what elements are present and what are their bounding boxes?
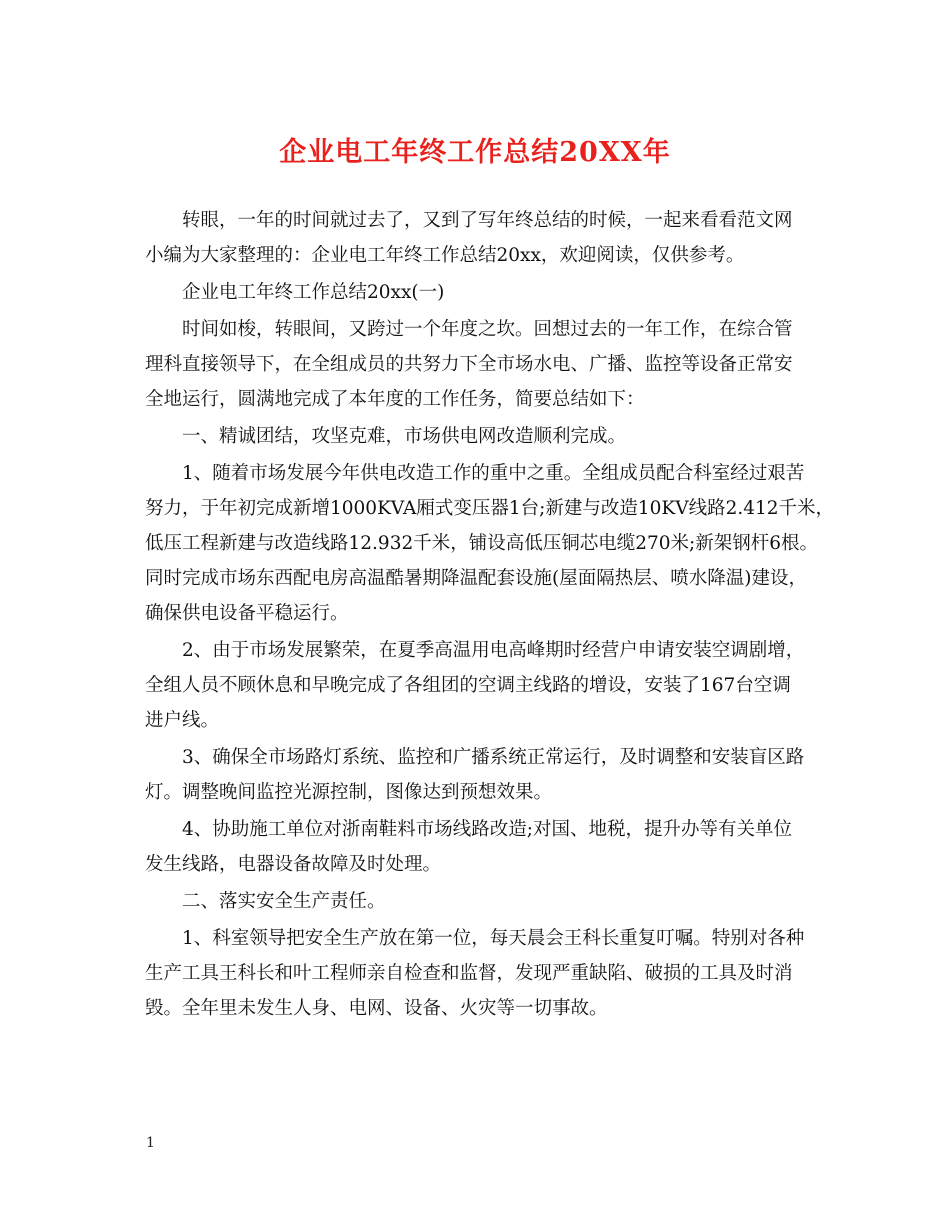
text-line: 努力，于年初完成新增1000KVA厢式变压器1台;新建与改造10KV线路2.412千米， [145, 498, 835, 519]
document-body [145, 203, 835, 1028]
paragraph [145, 203, 805, 273]
text-line: 时间如梭，转眼间，又跨过一个年度之坎。回想过去的一年工作，在综合管 [182, 319, 793, 340]
text-line: 灯。调整晚间监控光源控制，图像达到预想效果。 [145, 782, 553, 803]
text-line: 小编为大家整理的：企业电工年终工作总结20xx，欢迎阅读，仅供参考。 [145, 245, 745, 266]
paragraph [145, 740, 805, 810]
document-title: 企业电工年终工作总结20XX年 [279, 137, 671, 168]
text-line: 毁。全年里未发生人身、电网、设备、火灾等一切事故。 [145, 998, 608, 1019]
text-line: 一、精诚团结，攻坚克难，市场供电网改造顺利完成。 [182, 426, 627, 447]
text-line: 低压工程新建与改造线路12.932千米，铺设高低压铜芯电缆270米;新架钢杆6根。 [145, 533, 819, 554]
paragraph [145, 633, 805, 738]
text-line: 4、协助施工单位对浙南鞋料市场线路改造;对国、地税，提升办等有关单位 [182, 819, 793, 840]
text-line: 二、落实安全生产责任。 [182, 891, 386, 912]
paragraph [145, 812, 805, 882]
text-line: 生产工具王科长和叶工程师亲自检查和监督，发现严重缺陷、破损的工具及时消 [145, 963, 793, 984]
paragraph [145, 312, 805, 417]
page-number: 1 [146, 1135, 155, 1151]
text-line: 3、确保全市场路灯系统、监控和广播系统正常运行，及时调整和安装盲区路 [182, 747, 805, 768]
text-line: 全地运行，圆满地完成了本年度的工作任务，简要总结如下： [145, 389, 645, 410]
paragraph [145, 456, 835, 631]
text-line: 2、由于市场发展繁荣，在夏季高温用电高峰期时经营户申请安装空调剧增， [182, 640, 805, 661]
text-line: 发生线路，电器设备故障及时处理。 [145, 854, 442, 875]
paragraph [145, 419, 805, 454]
text-line: 全组人员不顾休息和早晚完成了各组团的空调主线路的增设，安装了167台空调 [145, 675, 791, 696]
paragraph [145, 275, 805, 310]
paragraph [145, 921, 805, 1026]
text-line: 理科直接领导下，在全组成员的共努力下全市场水电、广播、监控等设备正常安 [145, 354, 793, 375]
text-line: 1、随着市场发展今年供电改造工作的重中之重。全组成员配合科室经过艰苦 [182, 463, 805, 484]
text-line: 1、科室领导把安全生产放在第一位，每天晨会王科长重复叮嘱。特别对各种 [182, 928, 805, 949]
text-line: 同时完成市场东西配电房高温酷暑期降温配套设施(屋面隔热层、喷水降温)建设， [145, 568, 807, 589]
paragraph [145, 884, 805, 919]
text-line: 转眼，一年的时间就过去了，又到了写年终总结的时候，一起来看看范文网 [182, 210, 793, 231]
text-line: 确保供电设备平稳运行。 [145, 603, 349, 624]
text-line: 进户线。 [145, 710, 220, 731]
text-line: 企业电工年终工作总结20xx(一) [182, 282, 445, 303]
